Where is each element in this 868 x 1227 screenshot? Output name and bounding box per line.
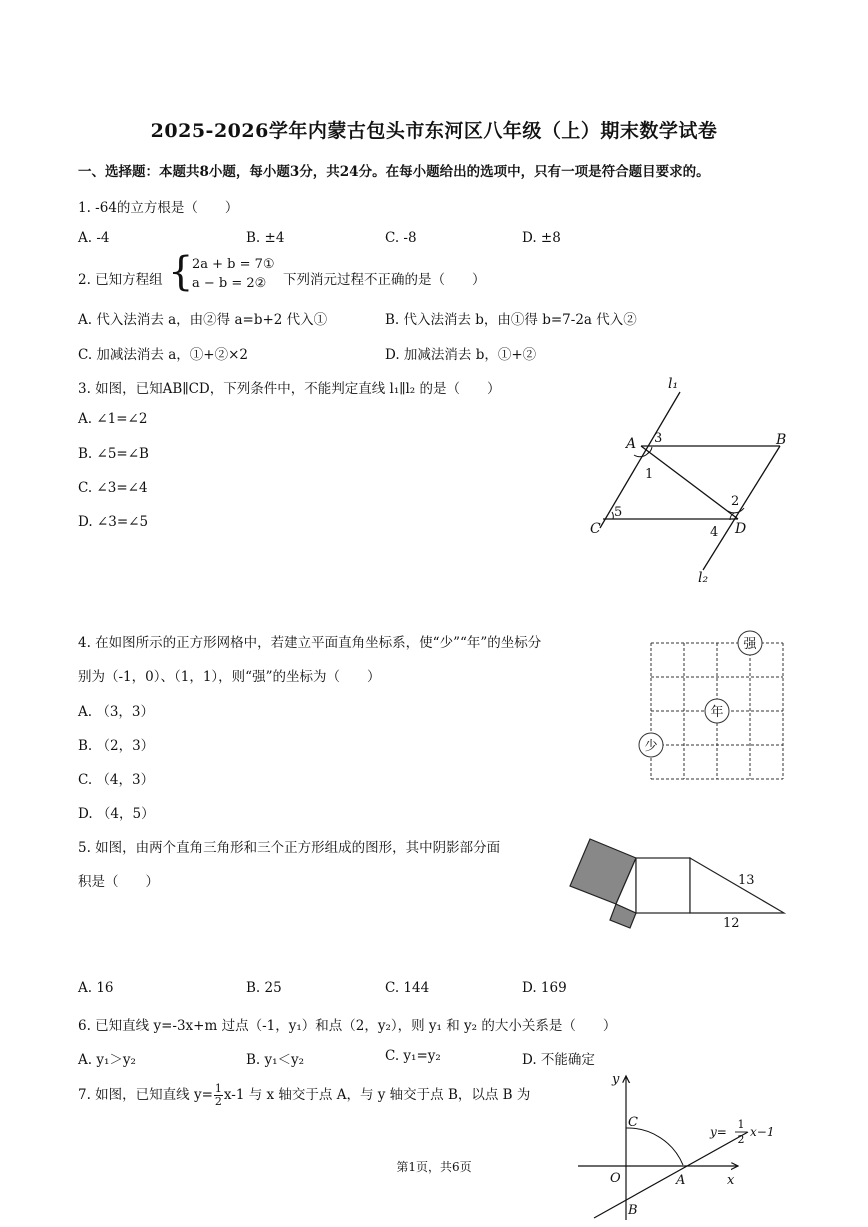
section-heading: 一、选择题：本题共8小题，每小题3分，共24分。在每小题给出的选项中，只有一项是符合题目要求的。 [78, 164, 710, 180]
question-3-option-b: B. ∠5=∠B [78, 446, 149, 462]
question-2-stem-post: 下列消元过程不正确的是（ ） [283, 272, 486, 288]
label-point-c: C [628, 1115, 638, 1130]
question-1-option-a: A. -4 [78, 230, 110, 246]
question-5-option-d: D. 169 [522, 980, 567, 996]
label-base: 12 [723, 916, 740, 931]
question-4-option-d: D. （4，5） [78, 806, 155, 822]
question-6-stem: 6. 已知直线 y=-3x+m 过点（-1，y₁）和点（2，y₂），则 y₁ 和 y₂ 的大小关系是（ ） [78, 1018, 617, 1034]
question-1-option-d: D. ±8 [522, 230, 561, 246]
question-6-option-d: D. 不能确定 [522, 1052, 595, 1068]
question-2-option-d: D. 加减法消去 b，①+② [385, 347, 537, 363]
question-6-option-a: A. y₁＞y₂ [78, 1052, 136, 1068]
label-point-b: B [628, 1203, 638, 1218]
page-title: 2025-2026学年内蒙古包头市东河区八年级（上）期末数学试卷 [150, 120, 718, 142]
label-point-d: D [735, 521, 747, 537]
question-4-stem-line2: 别为（-1，0）、（1，1），则“强”的坐标为（ ） [78, 669, 381, 685]
question-3-option-d: D. ∠3=∠5 [78, 514, 149, 530]
label-angle-4: 4 [710, 525, 719, 540]
question-2-stem-pre: 2. 已知方程组 [78, 272, 163, 288]
question-4-option-a: A. （3，3） [78, 704, 155, 720]
question-5-option-c: C. 144 [385, 980, 430, 996]
question-4-stem-line1: 4. 在如图所示的正方形网格中，若建立平面直角坐标系，使“少”“年”的坐标分 [78, 635, 542, 651]
question-4-option-b: B. （2，3） [78, 738, 155, 754]
label-angle-1: 1 [645, 467, 654, 482]
question-2-option-a: A. 代入法消去 a，由②得 a=b+2 代入① [78, 312, 328, 328]
label-point-a: A [676, 1173, 686, 1188]
label-angle-3: 3 [654, 431, 663, 446]
grid-label-qiang: 强 [743, 637, 757, 652]
question-7-stem-post: x-1 与 x 轴交于点 A，与 y 轴交于点 B，以点 B 为 [223, 1087, 531, 1103]
label-angle-2: 2 [731, 494, 740, 509]
label-angle-5: 5 [614, 505, 623, 520]
grid-label-nian: 年 [710, 705, 724, 720]
question-5-option-a: A. 16 [78, 980, 114, 996]
question-6-option-c: C. y₁=y₂ [385, 1048, 441, 1064]
label-origin: O [610, 1171, 621, 1186]
question-6-option-b: B. y₁＜y₂ [246, 1052, 305, 1068]
question-5-option-b: B. 25 [246, 980, 282, 996]
axis-label-x: x [727, 1173, 735, 1188]
question-3-stem: 3. 如图，已知AB∥CD，下列条件中，不能判定直线 l₁∥l₂ 的是（ ） [78, 381, 501, 397]
label-point-c: C [590, 521, 601, 537]
question-2-option-b: B. 代入法消去 b，由①得 b=7-2a 代入② [385, 312, 637, 328]
line-equation-pre: y= [710, 1125, 727, 1139]
label-point-b: B [776, 432, 787, 448]
equation-2: a − b = 2② [192, 276, 267, 291]
equation-system-brace: { [168, 249, 194, 295]
label-l2: l₂ [698, 570, 709, 586]
page-footer: 第1页，共6页 [396, 1160, 472, 1174]
question-7-fraction: $\frac{1}{2}$ [214, 1082, 222, 1108]
question-1-stem: 1. -64的立方根是（ ） [78, 200, 239, 216]
label-l1: l₁ [668, 376, 679, 392]
line-equation-post: x−1 [750, 1125, 775, 1139]
question-5-stem-line2: 积是（ ） [78, 874, 159, 890]
question-2-option-c: C. 加减法消去 a，①+②×2 [78, 347, 248, 363]
question-7-stem-pre: 7. 如图，已知直线 y= [78, 1087, 213, 1103]
question-3-option-c: C. ∠3=∠4 [78, 480, 148, 496]
grid-label-shao: 少 [644, 739, 658, 754]
question-5-stem-line1: 5. 如图，由两个直角三角形和三个正方形组成的图形，其中阴影部分面 [78, 840, 501, 856]
label-point-a: A [626, 436, 637, 452]
axis-label-y: y [612, 1072, 620, 1087]
question-1-option-c: C. -8 [385, 230, 417, 246]
label-hypotenuse: 13 [738, 873, 755, 888]
question-3-option-a: A. ∠1=∠2 [78, 411, 148, 427]
question-4-option-c: C. （4，3） [78, 772, 155, 788]
question-1-option-b: B. ±4 [246, 230, 285, 246]
equation-1: 2a + b = 7① [192, 257, 275, 272]
line-equation-num: 1 [737, 1118, 745, 1131]
line-equation-den: 2 [737, 1133, 745, 1146]
